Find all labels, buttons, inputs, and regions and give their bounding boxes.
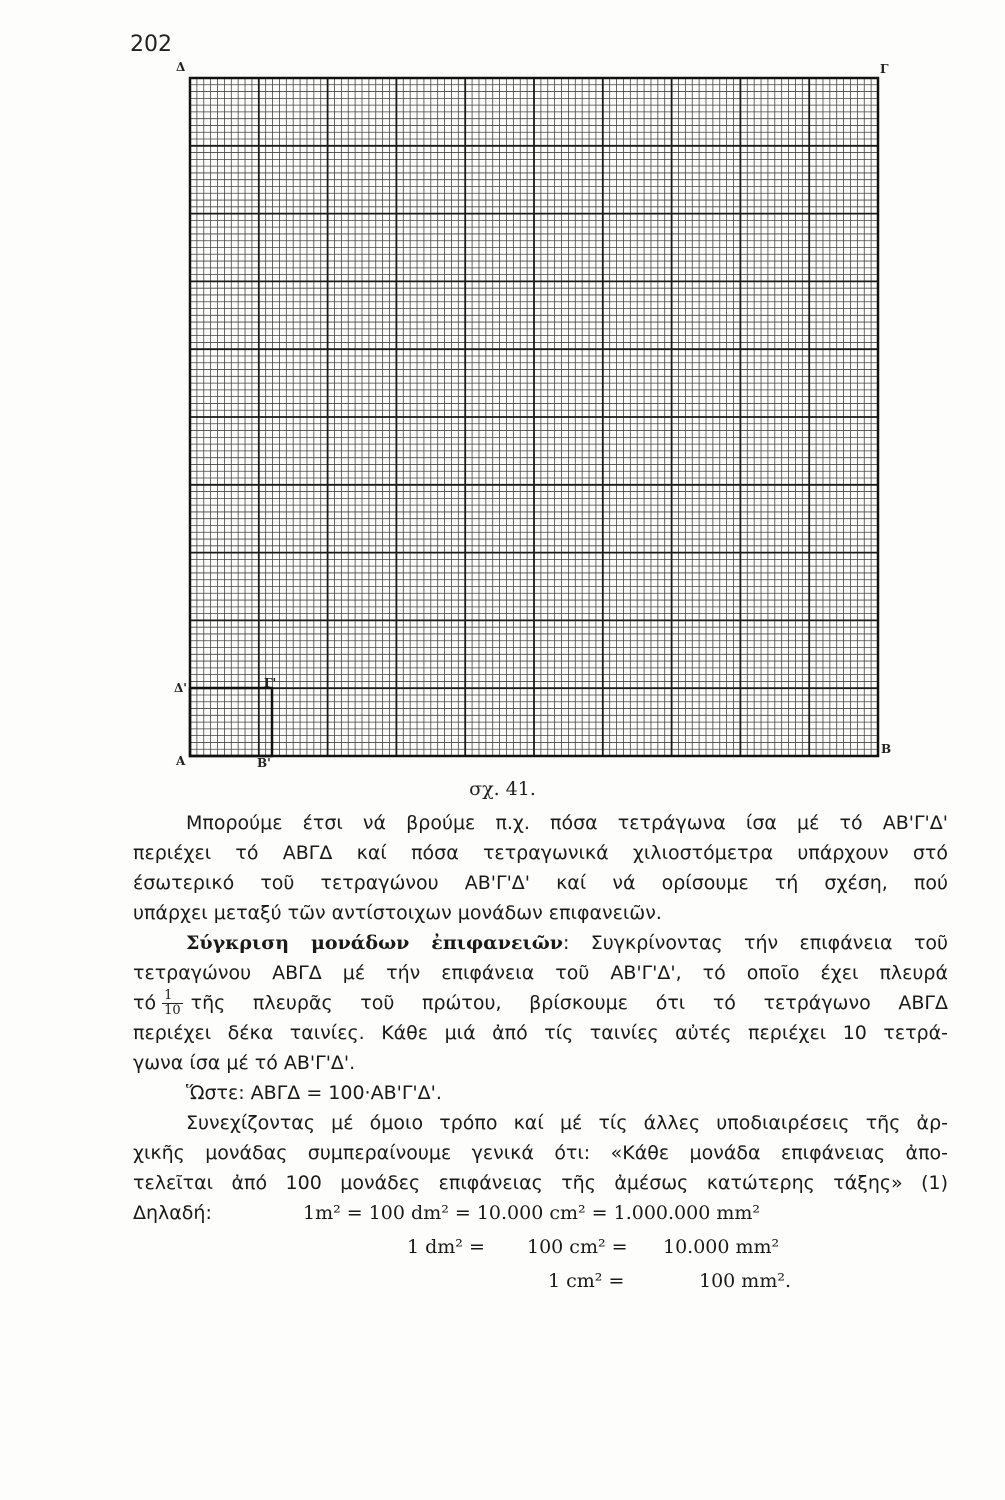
label-bottom-left: Α xyxy=(176,754,186,768)
paragraph-2-line-1-text: : Συγκρίνοντας τήν επιφάνεια τοῦ xyxy=(562,932,949,954)
fraction-denominator: 10 xyxy=(164,1003,181,1018)
label-top-right: Γ xyxy=(880,62,889,76)
equation-cm2-b: 100 mm². xyxy=(699,1270,791,1292)
equation-dm2-c: 10.000 mm² xyxy=(663,1236,780,1258)
label-bottom-right: Β xyxy=(881,742,892,756)
fraction-numerator: 1 xyxy=(162,989,183,1004)
equation-m2: 1m² = 100 dm² = 10.000 cm² = 1.000.000 mm² xyxy=(303,1202,761,1224)
paragraph-1-line-3: έσωτερικό τοῦ τετραγώνου ΑΒ'Γ'Δ' καί νά ορίσουμε τή σχέση, πού xyxy=(133,872,948,894)
equation-dm2-b: 100 cm² = xyxy=(527,1236,628,1258)
label-small-bottom-right: Β' xyxy=(257,756,271,770)
equation-row-1 xyxy=(133,1198,948,1232)
paragraph-4-line-2: χικῆς μονάδας συμπεραίνουμε γενικά ότι: «Κάθε μονάδα επιφάνειας ἀπο- xyxy=(133,1142,948,1164)
paragraph-2-line-3-end: τῆς πλευρᾶς τοῦ πρώτου, βρίσκουμε ότι τό τετράγωνο ΑΒΓΔ xyxy=(190,992,948,1014)
equation-row-3 xyxy=(133,1266,948,1300)
label-small-top-right: Γ' xyxy=(264,676,277,690)
body-text xyxy=(133,808,948,1300)
paragraph-4-line-1: Συνεχίζοντας μέ όμοιο τρόπο καί μέ τίς άλλες υποδιαιρέσεις τῆς ἀρ- xyxy=(186,1112,948,1134)
figure-caption: σχ. 41. xyxy=(469,778,536,800)
equations-label: Δηλαδή: xyxy=(133,1202,212,1224)
page-number: 202 xyxy=(130,32,172,57)
equation-dm2-a: 1 dm² = xyxy=(407,1236,485,1258)
paragraph-1-line-2: περιέχει τό ΑΒΓΔ καί πόσα τετραγωνικά χιλιοστόμετρα υπάρχουν στό xyxy=(133,842,948,864)
equation-row-2 xyxy=(133,1232,948,1266)
paragraph-1-line-4: υπάρχει μεταξύ τῶν αντίστοιχων μονάδων επιφανειῶν. xyxy=(133,902,662,924)
paragraph-2-line-3-start: τό xyxy=(133,992,157,1014)
paragraph-2-line-1 xyxy=(133,928,948,958)
section-heading: Σύγκριση μονάδων ἐπιφανειῶν xyxy=(186,932,563,954)
paragraph-4-line-3: τελεῖται ἀπό 100 μονάδες επιφάνειας τῆς ἀμέσως κατώτερης τάξης» (1) xyxy=(133,1172,948,1194)
fraction-one-tenth xyxy=(162,989,183,1018)
paragraph-2-line-3 xyxy=(133,988,948,1018)
paragraph-3-conclusion: Ὥστε: ΑΒΓΔ = 100·ΑΒ'Γ'Δ'. xyxy=(186,1082,442,1104)
label-small-top-left: Δ' xyxy=(174,681,187,695)
label-top-left: Δ xyxy=(176,60,186,74)
equation-cm2-a: 1 cm² = xyxy=(548,1270,625,1292)
paragraph-2-line-2: τετραγώνου ΑΒΓΔ μέ τήν επιφάνεια τοῦ ΑΒ'Γ'Δ', τό οποῖο έχει πλευρά xyxy=(133,962,948,984)
paragraph-2-line-5: γωνα ίσα μέ τό ΑΒ'Γ'Δ'. xyxy=(133,1052,356,1074)
paragraph-1-line-1: Μπορούμε έτσι νά βρούμε π.χ. πόσα τετράγωνα ίσα μέ τό ΑΒ'Γ'Δ' xyxy=(186,812,948,834)
paragraph-2-line-4: περιέχει δέκα ταινίες. Κάθε μιά ἀπό τίς ταινίες αὐτές περιέχει 10 τετρά- xyxy=(133,1022,948,1044)
